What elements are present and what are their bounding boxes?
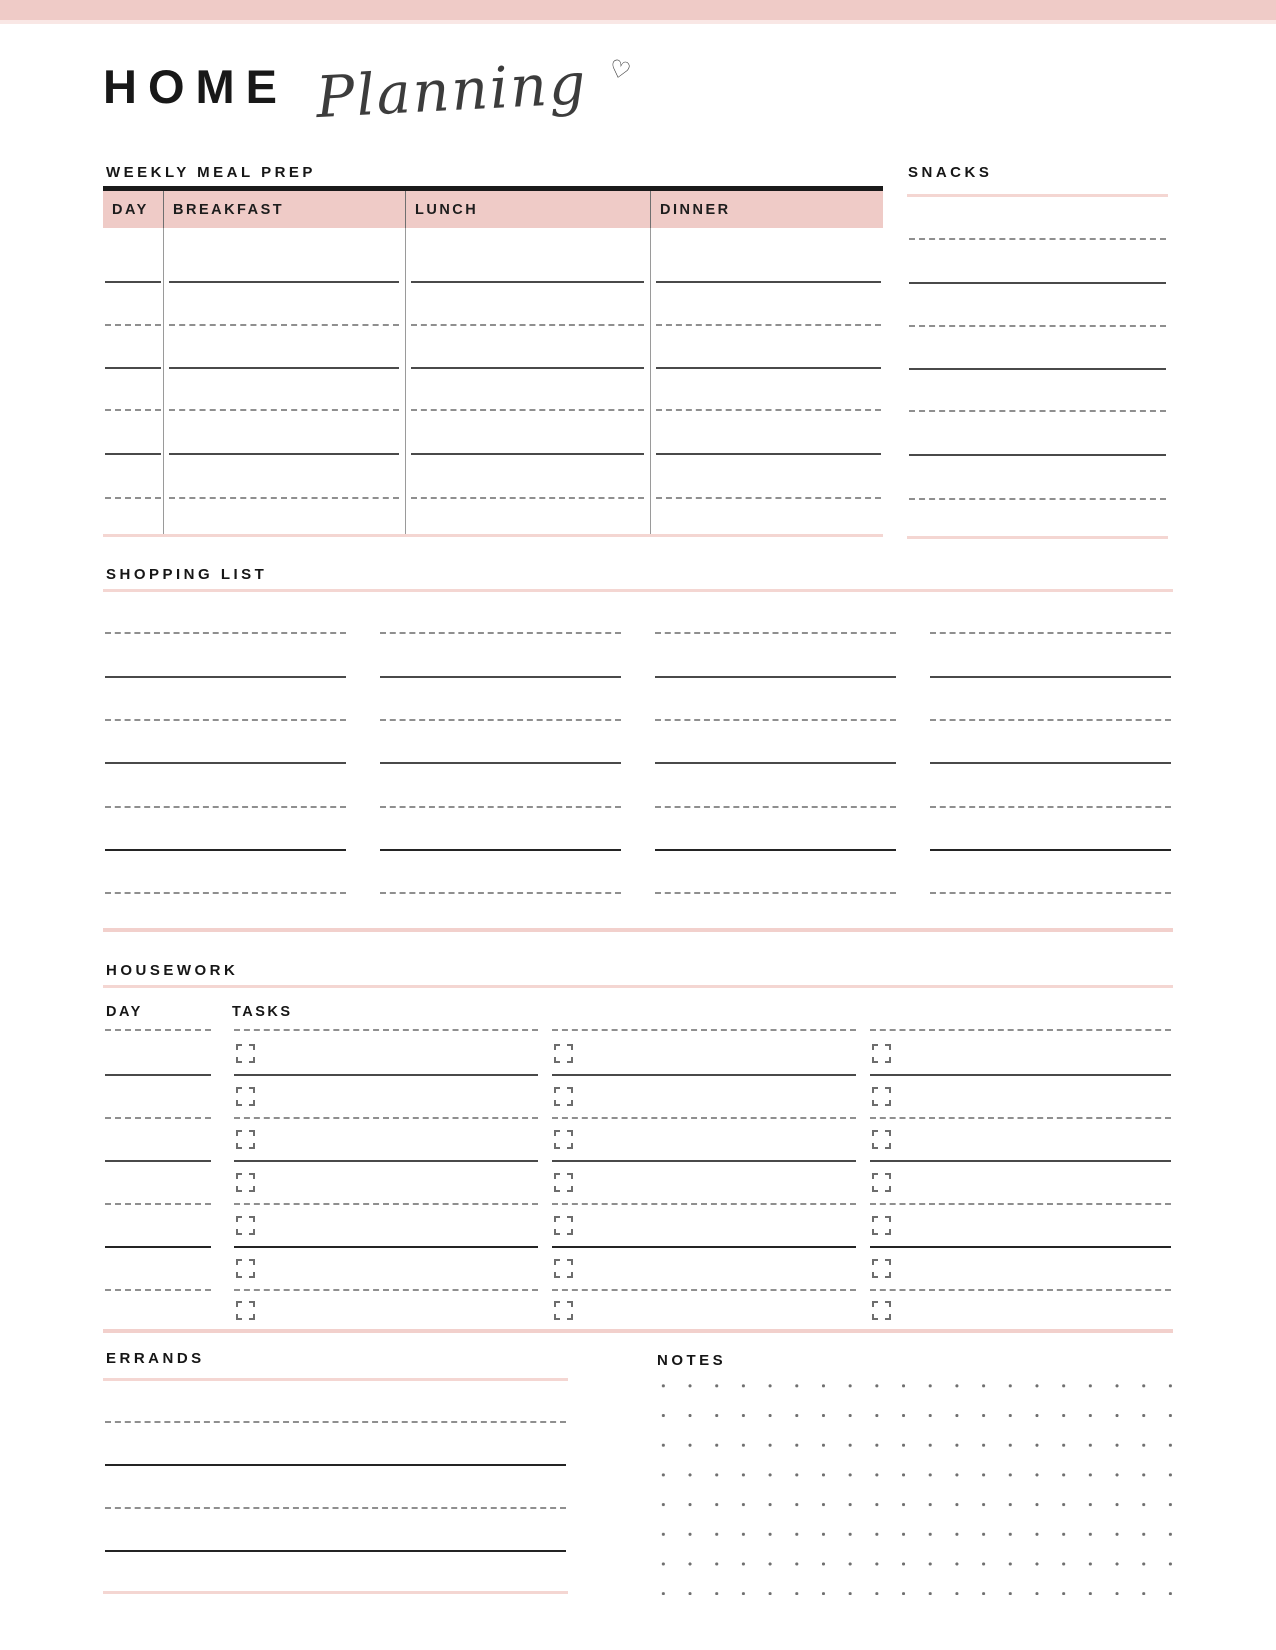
write-line — [105, 497, 161, 499]
write-line — [870, 1117, 1171, 1119]
write-line — [411, 324, 644, 326]
write-line — [105, 1421, 566, 1423]
write-line — [380, 849, 621, 851]
section-separator — [103, 1329, 1173, 1333]
meal-prep-heading: WEEKLY MEAL PREP — [106, 164, 316, 181]
housework-task-column — [232, 1029, 540, 1333]
write-line — [105, 1464, 566, 1466]
write-line — [870, 1203, 1171, 1205]
housework-day-column — [103, 1029, 213, 1333]
write-line — [655, 892, 896, 894]
section-separator — [103, 928, 1173, 932]
write-line — [234, 1246, 538, 1248]
task-checkbox[interactable] — [236, 1130, 255, 1149]
write-line — [655, 849, 896, 851]
meal-col-header-day: DAY — [112, 201, 149, 218]
write-line — [105, 281, 161, 283]
meal-day-column — [103, 228, 163, 539]
task-checkbox[interactable] — [554, 1130, 573, 1149]
task-checkbox[interactable] — [554, 1216, 573, 1235]
write-line — [930, 632, 1171, 634]
write-line — [909, 368, 1166, 370]
write-line — [105, 1550, 566, 1552]
write-line — [930, 719, 1171, 721]
dot-grid — [650, 1371, 1184, 1595]
write-line — [105, 849, 346, 851]
task-checkbox[interactable] — [236, 1087, 255, 1106]
task-checkbox[interactable] — [554, 1044, 573, 1063]
write-line — [105, 409, 161, 411]
write-line — [909, 282, 1166, 284]
write-line — [105, 1289, 211, 1291]
write-line — [105, 676, 346, 678]
write-line — [552, 1117, 856, 1119]
write-line — [169, 409, 399, 411]
write-line — [105, 1029, 211, 1031]
write-line — [930, 806, 1171, 808]
write-line — [552, 1203, 856, 1205]
write-line — [105, 324, 161, 326]
write-line — [656, 324, 881, 326]
write-line — [105, 892, 346, 894]
write-line — [380, 676, 621, 678]
column-divider — [650, 228, 651, 536]
task-checkbox[interactable] — [554, 1087, 573, 1106]
write-line — [380, 806, 621, 808]
write-line — [656, 453, 881, 455]
shopping-column — [928, 589, 1173, 909]
write-line — [552, 1074, 856, 1076]
write-line — [169, 367, 399, 369]
shopping-list-heading: SHOPPING LIST — [106, 566, 268, 583]
snacks-panel — [907, 187, 1168, 542]
write-line — [411, 281, 644, 283]
shopping-list-grid — [103, 589, 1173, 909]
shopping-column — [103, 589, 348, 909]
write-line — [655, 806, 896, 808]
write-line — [655, 762, 896, 764]
write-line — [105, 1507, 566, 1509]
write-line — [656, 409, 881, 411]
meal-lunch-column — [409, 228, 646, 539]
write-line — [234, 1203, 538, 1205]
meal-col-header-breakfast: BREAKFAST — [163, 191, 405, 228]
write-line — [380, 892, 621, 894]
write-line — [105, 1246, 211, 1248]
task-checkbox[interactable] — [236, 1216, 255, 1235]
meal-col-header-dinner: DINNER — [650, 191, 883, 228]
task-checkbox[interactable] — [872, 1301, 891, 1320]
task-checkbox[interactable] — [554, 1301, 573, 1320]
meal-dinner-column — [654, 228, 883, 539]
write-line — [411, 497, 644, 499]
meal-col-header-lunch: LUNCH — [405, 191, 650, 228]
write-line — [870, 1246, 1171, 1248]
write-line — [380, 762, 621, 764]
housework-task-column — [868, 1029, 1173, 1333]
write-line — [870, 1029, 1171, 1031]
task-checkbox[interactable] — [872, 1044, 891, 1063]
housework-day-label: DAY — [106, 1004, 143, 1020]
write-line — [909, 454, 1166, 456]
errands-panel — [103, 1378, 568, 1598]
write-line — [909, 325, 1166, 327]
write-line — [909, 498, 1166, 500]
top-accent-bar — [0, 0, 1276, 20]
write-line — [105, 806, 346, 808]
task-checkbox[interactable] — [554, 1173, 573, 1192]
task-checkbox[interactable] — [872, 1130, 891, 1149]
housework-heading: HOUSEWORK — [106, 962, 239, 979]
write-line — [411, 453, 644, 455]
write-line — [552, 1289, 856, 1291]
write-line — [169, 497, 399, 499]
write-line — [552, 1246, 856, 1248]
top-accent-bar-light — [0, 20, 1276, 24]
heart-icon: ♡ — [606, 54, 634, 87]
write-line — [552, 1029, 856, 1031]
task-checkbox[interactable] — [236, 1044, 255, 1063]
task-checkbox[interactable] — [872, 1087, 891, 1106]
task-checkbox[interactable] — [554, 1259, 573, 1278]
write-line — [105, 453, 161, 455]
write-line — [105, 762, 346, 764]
shopping-column — [378, 589, 623, 909]
task-checkbox[interactable] — [872, 1216, 891, 1235]
write-line — [655, 676, 896, 678]
write-line — [234, 1117, 538, 1119]
write-line — [552, 1160, 856, 1162]
write-line — [870, 1074, 1171, 1076]
write-line — [655, 719, 896, 721]
write-line — [870, 1160, 1171, 1162]
write-line — [930, 849, 1171, 851]
meal-table-body — [103, 228, 883, 539]
write-line — [930, 892, 1171, 894]
write-line — [169, 453, 399, 455]
snacks-bottom-rule — [907, 536, 1168, 539]
write-line — [234, 1289, 538, 1291]
write-line — [234, 1029, 538, 1031]
meal-breakfast-column — [167, 228, 401, 539]
write-line — [411, 367, 644, 369]
housework-heading-rule — [103, 985, 1173, 988]
page-title-main: HOME — [103, 60, 288, 113]
write-line — [655, 632, 896, 634]
write-line — [656, 497, 881, 499]
column-divider — [163, 228, 164, 536]
task-checkbox[interactable] — [236, 1301, 255, 1320]
write-line — [234, 1074, 538, 1076]
write-line — [105, 632, 346, 634]
write-line — [105, 719, 346, 721]
task-checkbox[interactable] — [236, 1259, 255, 1278]
write-line — [105, 1203, 211, 1205]
task-checkbox[interactable] — [872, 1259, 891, 1278]
errands-bottom-rule — [103, 1591, 568, 1594]
notes-heading: NOTES — [657, 1352, 727, 1369]
meal-prep-table — [103, 186, 883, 539]
write-line — [656, 281, 881, 283]
write-line — [169, 281, 399, 283]
task-checkbox[interactable] — [236, 1173, 255, 1192]
write-line — [105, 367, 161, 369]
task-checkbox[interactable] — [872, 1173, 891, 1192]
write-line — [909, 410, 1166, 412]
write-line — [105, 1117, 211, 1119]
write-line — [411, 409, 644, 411]
write-line — [380, 632, 621, 634]
write-line — [870, 1289, 1171, 1291]
write-line — [930, 762, 1171, 764]
write-line — [930, 676, 1171, 678]
housework-task-column — [550, 1029, 858, 1333]
column-divider — [405, 228, 406, 536]
meal-table-bottom-rule — [103, 534, 883, 537]
write-line — [105, 1160, 211, 1162]
write-line — [656, 367, 881, 369]
meal-table-header-row — [103, 191, 883, 228]
snacks-heading: SNACKS — [908, 164, 993, 181]
write-line — [234, 1160, 538, 1162]
write-line — [909, 238, 1166, 240]
write-line — [380, 719, 621, 721]
page-title-script: Planning — [314, 50, 589, 132]
shopping-column — [653, 589, 898, 909]
write-line — [105, 1074, 211, 1076]
housework-tasks-label: TASKS — [232, 1004, 293, 1020]
page-title — [103, 48, 634, 134]
write-line — [169, 324, 399, 326]
errands-heading: ERRANDS — [106, 1350, 205, 1367]
